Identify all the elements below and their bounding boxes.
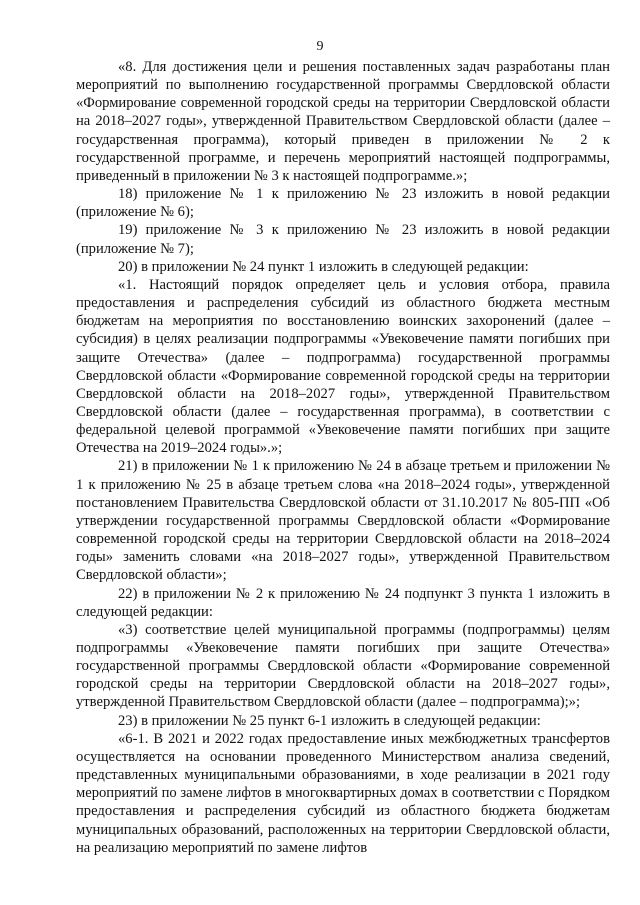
paragraph-item-22: 22) в приложении № 2 к приложению № 24 подпункт 3 пункта 1 изложить в следующей редакции: [76, 585, 610, 620]
paragraph-item-23-text: «6-1. В 2021 и 2022 годах предоставление иных межбюджетных трансфертов осуществляется на основании проведенного Министерством анализа сведений, представленных муниципальными образованиями, в ходе реализации в 2021 году мероприятий по замене лифтов в многоквартирных домах в соответствии с Порядком предоставления и распределения субсидий из областного бюджета бюджетам муниципальных образований, расположенных на территории Свердловской области, на реализацию мероприятий по замене лифтов [76, 730, 610, 856]
document-body [76, 58, 610, 857]
paragraph-item-19: 19) приложение № 3 к приложению № 23 изложить в новой редакции (приложение № 7); [76, 222, 610, 257]
paragraph-item-20-text: «1. Настоящий порядок определяет цель и условия отбора, правила предоставления и распределения субсидий из областного бюджета местным бюджетам на мероприятия по восстановлению воинских захоронений (далее – субсидия) в целях реализации подпрограммы «Увековечение памяти погибших при защите Отечества» (далее – подпрограмма) государственной программы Свердловской области «Формирование современной городской среды на территории Свердловской области на 2018–2027 годы», утвержденной Правительством Свердловской области (далее – государственная программа), в соответствии с федеральной целевой программой «Увековечение памяти погибших при защите Отечества на 2019–2024 годы».»; [76, 276, 610, 457]
paragraph-item-18: 18) приложение № 1 к приложению № 23 изложить в новой редакции (приложение № 6); [76, 186, 610, 221]
paragraph-item-23: 23) в приложении № 25 пункт 6-1 изложить в следующей редакции: [118, 712, 541, 729]
paragraph-item-21: 21) в приложении № 1 к приложению № 24 в абзаце третьем и приложении № 1 к приложению № 25 в абзаце третьем слова «на 2018–2024 годы», утвержденной постановлением Правительства Свердловской области от 31.10.2017 № 805-ПП «Об утверждении государственной программы Свердловской области «Формирование современной городской среды на территории Свердловской области на 2018–2024 годы» заменить словами «на 2018–2027 годы», утвержденной Правительством Свердловской области»; [76, 458, 610, 584]
paragraph-item-8: «8. Для достижения цели и решения поставленных задач разработаны план мероприятий по выполнению государственной программы Свердловской области «Формирование современной городской среды на территории Свердловской области на 2018–2027 годы», утвержденной Правительством Свердловской области (далее – государственная программа), который приведен в приложении № 2 к государственной программе, и перечень мероприятий настоящей подпрограммы, приведенный в приложении № 3 к настоящей подпрограмме.»; [76, 59, 610, 184]
page-number: 9 [316, 39, 324, 54]
paragraph-item-22-text: «3) соответствие целей муниципальной программы (подпрограммы) целям подпрограммы «Увековечение памяти погибших при защите Отечества» государственной программы Свердловской области «Формирование современной городской среды на территории Свердловской области на 2018–2027 годы», утвержденной Правительством Свердловской области (далее – подпрограмма);»; [76, 621, 610, 711]
paragraph-item-20: 20) в приложении № 24 пункт 1 изложить в следующей редакции: [118, 258, 529, 275]
